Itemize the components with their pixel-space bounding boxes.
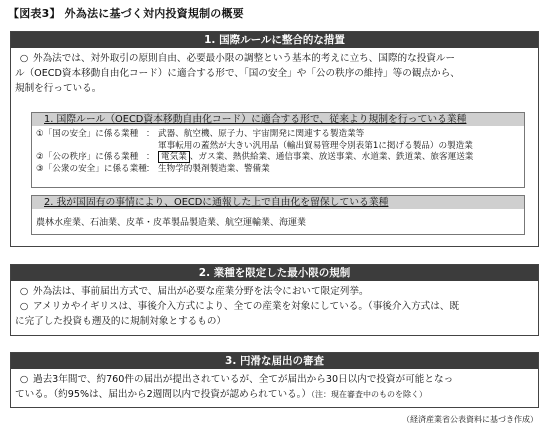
subsection-regulated-sectors <box>31 112 525 188</box>
sector-label: ②「公の秩序」に係る業種 <box>36 152 139 162</box>
note: （注：現在審査中のものを除く） <box>311 390 428 399</box>
paragraph-line: アメリカやイギリスは、事後介入方式により、全ての産業を対象にしている。（事後介入方式は、既 <box>33 301 460 312</box>
bullet-icon: ○ <box>19 53 29 64</box>
paragraph-line: 外為法は、事前届出方式で、届出が必要な産業分野を法令において限定列挙。 <box>33 286 369 297</box>
section-body <box>11 281 538 329</box>
subsection-title <box>32 196 524 209</box>
section-header: 2. 業種を限定した最小限の規制 <box>11 265 538 281</box>
colon: ： <box>146 163 155 174</box>
paragraph <box>15 51 532 66</box>
paragraph-line: ている。（約95%は、届出から2週間以内で投資が認められている。） <box>15 389 312 400</box>
sector-desc: 軍事転用の蓋然が大きい汎用品（輸出貿易管理令別表第1に掲げる製品）の製造業 <box>158 140 473 151</box>
section-minimal-regulation <box>10 264 539 336</box>
paragraph-line: に完了した投資も遡及的に規制対象とするもの） <box>15 316 227 327</box>
section-smooth-review <box>10 352 539 408</box>
sector-row <box>32 164 524 176</box>
subsection-title-text: 2. 我が国固有の事情により、OECDに通報した上で自由化を留保している業種 <box>44 197 389 208</box>
source-footnote: （経済産業省公表資料に基づき作成） <box>402 415 538 424</box>
subsection-title <box>32 113 524 126</box>
section-header: 1. 国際ルールに整合的な措置 <box>11 32 538 48</box>
sector-row <box>32 152 524 164</box>
paragraph-line: ル（OECD資本移動自由化コード）に適合する形で、「国の安全」や「公の秩序の維持」等の観点から、 <box>15 68 460 79</box>
colon: ： <box>146 129 155 139</box>
sector-desc-rest: 、ガス業、熱供給業、通信事業、放送事業、水道業、鉄道業、旅客運送業 <box>189 152 474 162</box>
subsection-reserved-sectors <box>31 195 525 235</box>
paragraph <box>15 372 532 387</box>
colon: ： <box>146 152 155 162</box>
paragraph <box>15 284 532 299</box>
paragraph-line: 過去3年間で、約760件の届出が提出されているが、全てが届出から30日以内で投資が可能となっ <box>33 374 454 385</box>
paragraph-line: 外為法では、対外取引の原則自由、必要最小限の調整という基本的考えに立ち、国際的な投資ルー <box>33 53 456 64</box>
sector-row <box>32 129 524 141</box>
bullet-icon: ○ <box>19 374 29 385</box>
section-international-rules <box>10 31 539 247</box>
sector-desc <box>158 152 473 164</box>
sector-row <box>32 141 524 153</box>
paragraph <box>15 299 532 314</box>
section-header: 3. 円滑な届出の審査 <box>11 353 538 369</box>
reserved-sectors-list: 農林水産業、石油業、皮革・皮革製品製造業、航空運輸業、海運業 <box>36 218 307 228</box>
bullet-icon: ○ <box>19 286 29 297</box>
paragraph <box>15 387 532 402</box>
sector-label: ①「国の安全」に係る業種 <box>36 129 139 139</box>
sector-desc: 武器、航空機、原子力、宇宙開発に関連する製造業等 <box>158 129 365 139</box>
bullet-icon: ○ <box>19 301 29 312</box>
sector-desc: 生物学的製剤製造業、警備業 <box>158 163 270 174</box>
page-title: 【図表3】 外為法に基づく対内投資規制の概要 <box>8 7 244 20</box>
section-body <box>11 369 538 402</box>
subsection-title-text: 1. 国際ルール（OECD資本移動自由化コード）に適合する形で、従来より規制を行っている業種 <box>44 114 467 125</box>
highlight-box: 電気業 <box>158 151 190 163</box>
paragraph-line: 規制を行っている。 <box>15 83 102 94</box>
sector-label: ③「公衆の安全」に係る業種 <box>36 163 147 174</box>
section-body <box>11 48 538 96</box>
